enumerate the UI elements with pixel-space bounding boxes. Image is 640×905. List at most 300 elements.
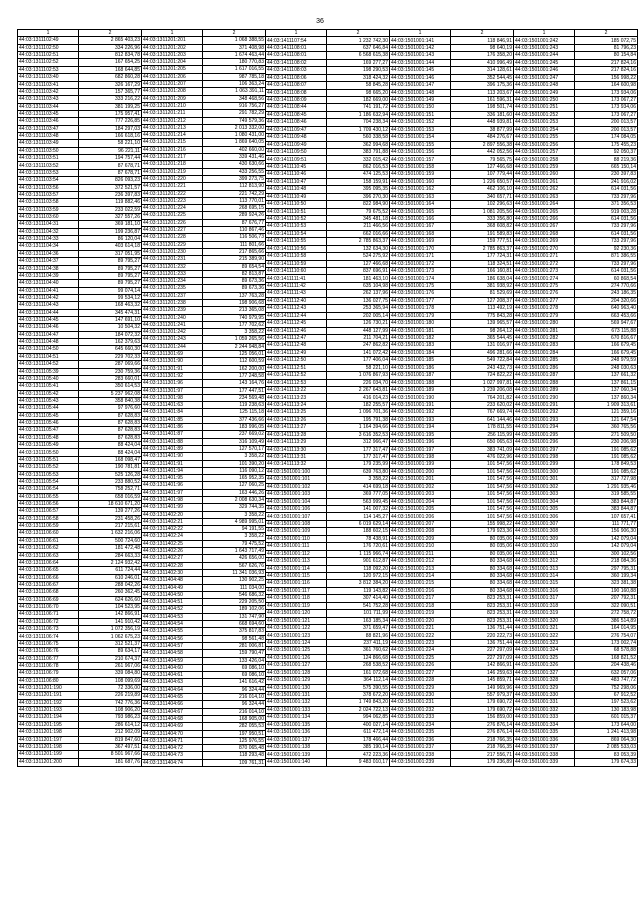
table-row: [142, 526, 266, 533]
table-row: [142, 424, 266, 431]
cadastral-number-cell: 44:03:1411110:53: [266, 223, 327, 230]
table-row: [18, 59, 142, 66]
cadastral-number-cell: 44:03:1501001:143: [390, 52, 451, 59]
cadastral-value-cell: 525 126,28: [79, 471, 142, 478]
table-row: [390, 506, 514, 513]
cadastral-number-cell: 44:03:1501001:243: [514, 44, 575, 51]
cadastral-number-cell: 44:03:1411112:53: [266, 379, 327, 386]
cadastral-value-cell: 168 905,00: [203, 715, 266, 722]
table-row: [142, 599, 266, 606]
table-row: [514, 223, 638, 230]
cadastral-value-cell: 741 191,72: [327, 104, 390, 111]
cadastral-value-cell: 994 062,85: [327, 714, 390, 721]
table-row: [18, 420, 142, 427]
table-row: [514, 528, 638, 535]
cadastral-number-cell: 44:03:1501001:211: [390, 550, 451, 557]
cadastral-value-cell: 177 702,62: [203, 321, 266, 328]
cadastral-value-cell: 141 910,42: [79, 618, 142, 625]
cadastral-value-cell: 204 320,66: [575, 297, 638, 304]
table-row: [18, 574, 142, 581]
table-row: [18, 662, 142, 669]
cadastral-number-cell: 44:03:1501001:214: [390, 572, 451, 579]
cadastral-value-cell: 142 079,04: [575, 535, 638, 542]
table-row: [514, 230, 638, 237]
cadastral-number-cell: 44:03:1311404:50: [142, 591, 203, 598]
cadastral-number-cell: 44:03:1311404:73: [142, 752, 203, 759]
table-row: [266, 691, 390, 698]
cadastral-number-cell: 44:03:1311105:54: [18, 478, 79, 485]
cadastral-number-cell: 44:03:1501001:182: [390, 334, 451, 341]
cadastral-number-cell: 44:03:1311404:56: [142, 635, 203, 642]
cadastral-number-cell: 44:03:1311104:39: [18, 272, 79, 279]
table-row: [142, 256, 266, 263]
table-row: [142, 759, 266, 766]
cadastral-value-cell: 640 963,40: [575, 305, 638, 312]
table-row: [142, 73, 266, 80]
table-row: [266, 699, 390, 706]
table-header-row: [390, 30, 514, 37]
cadastral-value-cell: 177 447,51: [203, 387, 266, 394]
cadastral-value-cell: 414 699,18: [327, 483, 390, 490]
table-row: [142, 387, 266, 394]
cadastral-value-cell: 758 252,71: [79, 486, 142, 493]
cadastral-value-cell: 96 324,44: [203, 701, 266, 708]
table-column-block: [265, 29, 390, 767]
table-row: [266, 587, 390, 594]
cadastral-value-cell: 823 253,31: [451, 617, 514, 624]
cadastral-number-cell: 44:03:1411109:49: [266, 141, 327, 148]
cadastral-number-cell: 44:03:1311404:69: [142, 723, 203, 730]
table-row: [18, 604, 142, 611]
table-row: [514, 513, 638, 520]
cadastral-number-cell: 44:03:1311105:46: [18, 420, 79, 427]
cadastral-value-cell: 121 647,54: [575, 416, 638, 423]
cadastral-value-cell: 164 600,98: [575, 82, 638, 89]
table-row: [18, 265, 142, 272]
cadastral-value-cell: 89 795,27: [79, 272, 142, 279]
cadastral-number-cell: 44:03:1311104:52: [18, 361, 79, 368]
cadastral-value-cell: 98 640,19: [451, 44, 514, 51]
cadastral-number-cell: 44:03:1411109:51: [266, 156, 327, 163]
cadastral-number-cell: 44:03:1311404:49: [142, 584, 203, 591]
cadastral-number-cell: 44:03:1501001:310: [514, 543, 575, 550]
table-row: [514, 550, 638, 557]
cadastral-value-cell: 88 424,04: [79, 449, 142, 456]
cadastral-number-cell: 44:03:1501001:165: [390, 208, 451, 215]
cadastral-value-cell: 195 791,38: [327, 416, 390, 423]
cadastral-value-cell: 3 358,22: [203, 511, 266, 518]
cadastral-value-cell: 395 095,35: [327, 186, 390, 193]
cadastral-value-cell: 837 696,91: [327, 268, 390, 275]
cadastral-value-cell: 635 104,98: [327, 282, 390, 289]
table-row: [142, 270, 266, 277]
cadastral-value-cell: 775 843,28: [451, 312, 514, 319]
table-row: [266, 506, 390, 513]
table-row: [266, 379, 390, 386]
table-row: [266, 580, 390, 587]
cadastral-value-cell: 179 674,33: [575, 758, 638, 766]
cadastral-number-cell: 44:03:1501001:108: [266, 520, 327, 527]
cadastral-value-cell: 360 199,34: [575, 572, 638, 579]
table-row: [18, 191, 142, 198]
cadastral-number-cell: 44:03:1501001:106: [266, 506, 327, 513]
cadastral-number-cell: 44:03:1311105:53: [18, 471, 79, 478]
cadastral-number-cell: 44:03:1311201:230: [142, 248, 203, 255]
table-row: [18, 213, 142, 220]
cadastral-number-cell: 44:03:1311401:91: [142, 460, 203, 467]
cadastral-number-cell: 44:03:1411112:40: [266, 297, 327, 304]
table-row: [18, 589, 142, 596]
table-row: [390, 89, 514, 96]
table-row: [142, 110, 266, 117]
cadastral-number-cell: 44:03:1411112:46: [266, 327, 327, 334]
cadastral-value-cell: 177 317,47: [327, 446, 390, 453]
cadastral-value-cell: 383 791,88: [327, 149, 390, 156]
table-row: [266, 401, 390, 408]
cadastral-number-cell: 44:03:1501001:327: [514, 669, 575, 676]
table-row: [142, 518, 266, 525]
cadastral-value-cell: 381 199,25: [79, 103, 142, 110]
cadastral-value-cell: 217 824,16: [575, 59, 638, 66]
cadastral-number-cell: 44:03:1311106:69: [18, 596, 79, 603]
table-row: [266, 149, 390, 156]
cadastral-number-cell: 44:03:1311201:197: [18, 736, 79, 743]
table-row: [266, 342, 390, 349]
cadastral-number-cell: 44:03:1501001:207: [390, 520, 451, 527]
cadastral-number-cell: 44:03:1311103:42: [18, 88, 79, 95]
cadastral-number-cell: 44:03:1411108:44: [266, 104, 327, 111]
cadastral-number-cell: 44:03:1501001:272: [514, 260, 575, 267]
table-row: [390, 223, 514, 230]
cadastral-number-cell: 44:03:1311201:221: [142, 183, 203, 190]
cadastral-number-cell: 44:03:1501001:298: [514, 453, 575, 460]
cadastral-number-cell: 44:03:1311201:204: [142, 59, 203, 66]
cadastral-value-cell: 291 782,29: [203, 110, 266, 117]
cadastral-number-cell: 44:03:1311102:52: [18, 59, 79, 66]
cadastral-number-cell: 44:03:1311104:42: [18, 294, 79, 301]
table-row: [142, 146, 266, 153]
cadastral-number-cell: 44:03:1411108:02: [266, 59, 327, 66]
cadastral-value-cell: 812 834,78: [79, 52, 142, 59]
cadastral-number-cell: 44:03:1501001:115: [266, 572, 327, 579]
table-row: [142, 241, 266, 248]
cadastral-value-cell: 2 085 533,03: [575, 744, 638, 751]
cadastral-value-cell: 168 821,52: [575, 654, 638, 661]
cadastral-number-cell: 44:03:1501001:307: [514, 520, 575, 527]
table-row: [266, 171, 390, 178]
cadastral-value-cell: 119 143,82: [327, 587, 390, 594]
cadastral-number-cell: 44:03:1501001:154: [390, 134, 451, 141]
cadastral-number-cell: 44:03:1501001:262: [514, 186, 575, 193]
cadastral-number-cell: 44:03:1501001:252: [514, 111, 575, 118]
table-row: [142, 139, 266, 146]
cadastral-value-cell: 217 865,66: [203, 248, 266, 255]
cadastral-value-cell: 113 203,67: [451, 89, 514, 96]
cadastral-number-cell: 44:03:1411112:50: [266, 357, 327, 364]
cadastral-number-cell: 44:03:1501001:293: [514, 416, 575, 423]
table-row: [514, 758, 638, 766]
table-row: [142, 336, 266, 343]
cadastral-value-cell: 173 067,27: [575, 111, 638, 118]
table-row: [18, 368, 142, 375]
table-row: [18, 618, 142, 625]
cadastral-value-cell: 101 390,20: [203, 460, 266, 467]
cadastral-number-cell: 44:03:1411110:46: [266, 171, 327, 178]
cadastral-value-cell: 82 813,87: [203, 270, 266, 277]
cadastral-number-cell: 44:03:1311105:49: [18, 442, 79, 449]
cadastral-value-cell: 81 796,23: [575, 44, 638, 51]
cadastral-value-cell: 288 042,26: [79, 581, 142, 588]
cadastral-value-cell: 372 521,57: [79, 184, 142, 191]
table-row: [390, 751, 514, 758]
cadastral-value-cell: 1 643 717,49: [203, 548, 266, 555]
cadastral-value-cell: 369 181,10: [79, 221, 142, 228]
table-row: [390, 416, 514, 423]
cadastral-number-cell: 44:03:1501001:210: [390, 543, 451, 550]
cadastral-value-cell: 1 617 016,55: [203, 66, 266, 73]
cadastral-value-cell: 332 015,42: [327, 156, 390, 163]
cadastral-number-cell: 44:03:1501001:265: [514, 208, 575, 215]
table-row: [266, 639, 390, 646]
cadastral-number-cell: 44:03:1311103:43: [18, 96, 79, 103]
cadastral-number-cell: 44:03:1501001:203: [390, 491, 451, 498]
cadastral-value-cell: 3 358,22: [327, 476, 390, 483]
cadastral-number-cell: 44:03:1501001:253: [514, 119, 575, 126]
cadastral-number-cell: 44:03:1311402:22: [142, 526, 203, 533]
cadastral-number-cell: 44:03:1501001:137: [266, 736, 327, 743]
cadastral-number-cell: 44:03:1311201:210: [142, 102, 203, 109]
cadastral-number-cell: 44:03:1501001:173: [390, 268, 451, 275]
table-row: [390, 215, 514, 222]
table-row: [390, 558, 514, 565]
cadastral-value-cell: 233 620,02: [451, 401, 514, 408]
table-row: [266, 654, 390, 661]
cadastral-value-cell: 173 644,00: [575, 721, 638, 728]
cadastral-number-cell: 44:03:1501001:157: [390, 156, 451, 163]
table-row: [18, 478, 142, 485]
cadastral-number-cell: 44:03:1411110:51: [266, 208, 327, 215]
cadastral-number-cell: 44:03:1311201:191: [18, 692, 79, 699]
table-row: [142, 511, 266, 518]
table-row: [266, 134, 390, 141]
table-row: [390, 729, 514, 736]
cadastral-number-cell: 44:03:1501001:250: [514, 96, 575, 103]
table-row: [142, 88, 266, 95]
cadastral-number-cell: 44:03:1311106:65: [18, 567, 79, 574]
table-row: [266, 312, 390, 319]
table-row: [142, 51, 266, 58]
cadastral-number-cell: 44:03:1501001:260: [514, 171, 575, 178]
cadastral-number-cell: 44:03:1501001:109: [266, 528, 327, 535]
table-row: [18, 383, 142, 390]
cadastral-value-cell: 340 657,71: [451, 193, 514, 200]
cadastral-number-cell: 44:03:1311401:95: [142, 475, 203, 482]
cadastral-value-cell: 2 013 332,00: [203, 124, 266, 131]
cadastral-number-cell: 44:03:1501001:125: [266, 647, 327, 654]
table-row: [18, 317, 142, 324]
cadastral-value-cell: 474 125,53: [327, 171, 390, 178]
cadastral-value-cell: 87 678,71: [79, 162, 142, 169]
cadastral-number-cell: 44:03:1501001:264: [514, 201, 575, 208]
table-row: [18, 66, 142, 73]
cadastral-number-cell: 44:03:1501001:148: [390, 89, 451, 96]
table-row: [18, 471, 142, 478]
cadastral-number-cell: 44:03:1501001:285: [514, 357, 575, 364]
cadastral-value-cell: 383 741,09: [451, 446, 514, 453]
cadastral-number-cell: 44:03:1501001:259: [514, 163, 575, 170]
table-row: [514, 44, 638, 51]
cadastral-value-cell: 182 669,00: [327, 96, 390, 103]
cadastral-value-cell: 704 238,34: [327, 119, 390, 126]
cadastral-value-cell: 226 034,70: [327, 379, 390, 386]
cadastral-value-cell: 1 749 843,20: [327, 699, 390, 706]
cadastral-number-cell: 44:03:1311103:45: [18, 110, 79, 117]
table-row: [18, 736, 142, 743]
cadastral-value-cell: 869 064,30: [575, 736, 638, 743]
cadastral-number-cell: 44:03:1311106:67: [18, 581, 79, 588]
cadastral-number-cell: 44:03:1311106:73: [18, 626, 79, 633]
cadastral-value-cell: 1 674 463,44: [203, 51, 266, 58]
cadastral-number-cell: 44:03:1411111:41: [266, 275, 327, 282]
table-row: [142, 482, 266, 489]
table-row: [514, 89, 638, 96]
cadastral-value-cell: 212 902,09: [79, 729, 142, 736]
table-row: [142, 248, 266, 255]
cadastral-number-cell: 44:03:1501001:112: [266, 550, 327, 557]
cadastral-value-cell: 1 096 701,36: [327, 409, 390, 416]
table-row: [142, 606, 266, 613]
table-row: [514, 163, 638, 170]
cadastral-value-cell: 442 052,56: [451, 149, 514, 156]
table-row: [142, 292, 266, 299]
cadastral-value-cell: 81 529,69: [451, 290, 514, 297]
table-row: [18, 758, 142, 766]
table-row: [514, 625, 638, 632]
cadastral-value-cell: 403 614,18: [79, 243, 142, 250]
cadastral-number-cell: 44:03:1311104:33: [18, 236, 79, 243]
cadastral-number-cell: 44:03:1311402:25: [142, 540, 203, 547]
cadastral-value-cell: 98 665,20: [327, 89, 390, 96]
table-row: [266, 357, 390, 364]
cadastral-value-cell: 1 115 966,74: [327, 550, 390, 557]
cadastral-value-cell: 136 027,75: [327, 297, 390, 304]
cadastral-value-cell: 190 781,81: [79, 464, 142, 471]
cadastral-value-cell: 262 137,96: [327, 290, 390, 297]
table-row: [266, 275, 390, 282]
cadastral-value-cell: 143 164,76: [203, 380, 266, 387]
table-row: [142, 219, 266, 226]
cadastral-value-cell: 396 270,30: [327, 193, 390, 200]
table-row: [18, 412, 142, 419]
table-row: [142, 540, 266, 547]
cadastral-number-cell: 44:03:1501001:144: [390, 59, 451, 66]
table-row: [266, 647, 390, 654]
table-row: [514, 602, 638, 609]
table-row: [514, 506, 638, 513]
cadastral-number-cell: 44:03:1311201:226: [142, 219, 203, 226]
cadastral-value-cell: 823 253,31: [451, 602, 514, 609]
table-row: [18, 375, 142, 382]
table-row: [514, 580, 638, 587]
cadastral-number-cell: 44:03:1501001:308: [514, 528, 575, 535]
cadastral-number-cell: 44:03:1311404:61: [142, 672, 203, 679]
table-row: [18, 397, 142, 404]
table-row: [390, 156, 514, 163]
table-row: [142, 460, 266, 467]
cadastral-number-cell: 44:03:1501001:177: [390, 297, 451, 304]
table-row: [390, 126, 514, 133]
cadastral-value-cell: 611 724,44: [79, 567, 142, 574]
cadastral-value-cell: 178 849,53: [575, 461, 638, 468]
table-row: [266, 305, 390, 312]
cadastral-value-cell: 220 222,73: [451, 632, 514, 639]
cadastral-value-cell: 448 939,81: [451, 119, 514, 126]
cadastral-value-cell: 362 994,68: [327, 141, 390, 148]
cadastral-value-cell: 179 236,89: [451, 758, 514, 766]
cadastral-value-cell: 287 069,66: [79, 361, 142, 368]
cadastral-value-cell: 67 912,52: [575, 691, 638, 698]
cadastral-value-cell: 260 362,45: [79, 589, 142, 596]
cadastral-number-cell: 44:03:1501001:295: [514, 431, 575, 438]
cadastral-value-cell: 166 618,16: [79, 133, 142, 140]
table-row: [18, 140, 142, 147]
table-row: [514, 662, 638, 669]
cadastral-value-cell: 177 406,04: [327, 357, 390, 364]
table-row: [514, 357, 638, 364]
cadastral-value-cell: 111 034,00: [203, 584, 266, 591]
cadastral-value-cell: 127 466,68: [327, 260, 390, 267]
cadastral-number-cell: 44:03:1411110:52: [266, 215, 327, 222]
table-row: [142, 394, 266, 401]
cadastral-number-cell: 44:03:1311103:44: [18, 103, 79, 110]
table-row: [514, 193, 638, 200]
table-row: [514, 379, 638, 386]
table-row: [142, 533, 266, 540]
cadastral-number-cell: 44:03:1311104:45: [18, 317, 79, 324]
cadastral-number-cell: 44:03:1501001:263: [514, 193, 575, 200]
cadastral-value-cell: 901 612,87: [327, 558, 390, 565]
cadastral-value-cell: 126 730,21: [327, 320, 390, 327]
cadastral-value-cell: 69 086,10: [203, 672, 266, 679]
cadastral-number-cell: 44:03:1501001:226: [390, 662, 451, 669]
table-row: [18, 707, 142, 714]
table-row: [514, 171, 638, 178]
cadastral-value-cell: 218 766,35: [451, 736, 514, 743]
cadastral-number-cell: 44:03:1501001:205: [390, 506, 451, 513]
column-header: 1: [514, 30, 575, 37]
table-row: [142, 234, 266, 241]
cadastral-value-cell: 200 013,57: [575, 119, 638, 126]
table-row: [18, 331, 142, 338]
cadastral-number-cell: 44:03:1311201:215: [142, 139, 203, 146]
table-row: [18, 559, 142, 566]
table-row: [390, 312, 514, 319]
table-row: [266, 349, 390, 356]
cadastral-number-cell: 44:03:1501001:331: [514, 699, 575, 706]
table-row: [514, 751, 638, 758]
cadastral-number-cell: 44:03:1501001:140: [266, 758, 327, 766]
cadastral-value-cell: 230 397,83: [575, 171, 638, 178]
cadastral-number-cell: 44:03:1311201:241: [142, 321, 203, 328]
table-row: [142, 278, 266, 285]
cadastral-number-cell: 44:03:1501001:232: [390, 706, 451, 713]
cadastral-value-cell: 230 206,98: [575, 439, 638, 446]
table-row: [390, 602, 514, 609]
cadastral-value-cell: 156 906,30: [575, 528, 638, 535]
cadastral-number-cell: 44:03:1411110:55: [266, 238, 327, 245]
cadastral-value-cell: 276 754,07: [575, 632, 638, 639]
table-row: [514, 691, 638, 698]
